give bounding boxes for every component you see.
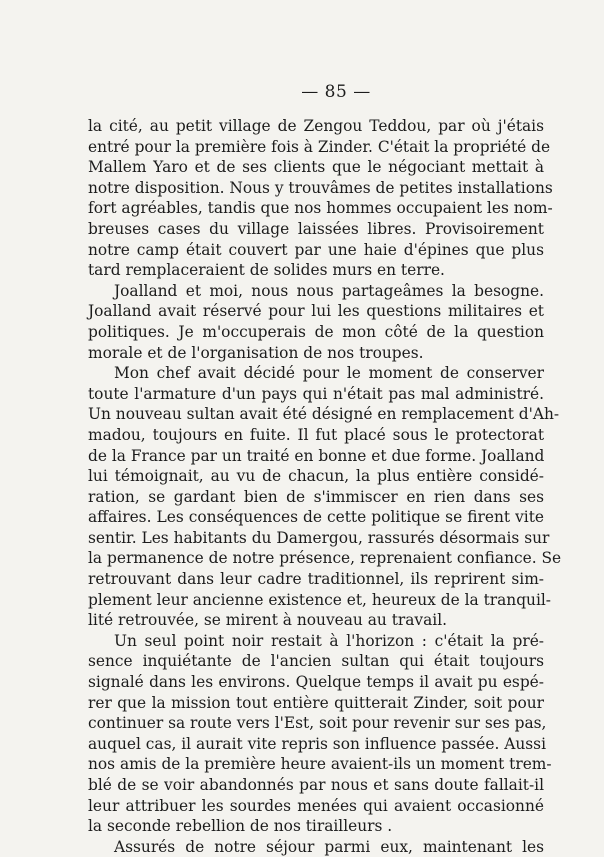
text-line: la seconde rebellion de nos tirailleurs . — [88, 817, 393, 836]
paragraph — [88, 116, 553, 281]
text-line: leur attribuer les sourdes menées qui avaient occasionné — [88, 796, 544, 815]
text-line: fort agréables, tandis que nos hommes occupaient les nom- — [88, 199, 553, 218]
paragraph — [88, 631, 552, 837]
text-line: continuer sa route vers l'Est, soit pour revenir sur ses pas, — [88, 714, 547, 733]
text-line: blé de se voir abandonnés par nous et sans doute fallait-il — [88, 776, 544, 794]
text-line: ration, se gardant bien de s'immiscer en rien dans ses — [88, 487, 544, 506]
paragraph — [88, 281, 544, 363]
text-line: affaires. Les conséquences de cette politique se firent vite — [88, 508, 544, 527]
page-number: — 85 — — [301, 82, 371, 102]
text-line: tard remplaceraient de solides murs en terre. — [88, 261, 445, 280]
paragraph — [88, 837, 544, 857]
text-line: la cité, au petit village de Zengou Teddou, par où j'étais — [88, 117, 544, 135]
text-line: notre disposition. Nous y trouvâmes de petites installations — [88, 178, 553, 197]
text-line: signalé dans les environs. Quelque temps il avait pu espé- — [88, 673, 544, 692]
text-line: madou, toujours en fuite. Il fut placé sous le protectorat — [88, 425, 544, 444]
text-line: auquel cas, il aurait vite repris son influence passée. Aussi — [88, 734, 546, 753]
text-line: lui témoignait, au vu de chacun, la plus entière considé- — [88, 467, 544, 486]
text-line: de la France par un traité en bonne et due forme. Joalland — [88, 446, 545, 465]
text-line: Mallem Yaro et de ses clients que le négociant mettait à — [88, 158, 544, 177]
text-line: Un seul point noir restait à l'horizon : c'était la pré- — [114, 631, 544, 650]
text-line: la permanence de notre présence, reprenaient confiance. Se — [88, 549, 562, 568]
text-line: toute l'armature d'un pays qui n'était pas mal administré. — [88, 384, 544, 403]
body-text — [88, 116, 562, 857]
text-line: Joalland et moi, nous nous partageâmes la besogne. — [114, 281, 544, 300]
text-line: politiques. Je m'occuperais de mon côté de la question — [88, 322, 544, 341]
text-line: plement leur ancienne existence et, heureux de la tranquil- — [88, 590, 552, 609]
text-line: Joalland avait réservé pour lui les questions militaires et — [88, 302, 544, 321]
text-line: lité retrouvée, se mirent à nouveau au travail. — [88, 611, 448, 630]
text-line: notre camp était couvert par une haie d'épines que plus — [88, 240, 544, 259]
text-line: morale et de l'organisation de nos troupes. — [88, 343, 424, 362]
text-line: sentir. Les habitants du Damergou, rassurés désormais sur — [88, 528, 550, 547]
paragraph — [88, 363, 562, 631]
text-line: retrouvant dans leur cadre traditionnel, ils reprirent sim- — [88, 570, 544, 589]
text-line: Un nouveau sultan avait été désigné en remplacement d'Ah- — [88, 405, 560, 424]
text-line: breuses cases du village laissées libres. Provisoirement — [88, 219, 544, 238]
text-line: sence inquiétante de l'ancien sultan qui était toujours — [88, 652, 544, 671]
text-line: Assurés de notre séjour parmi eux, maintenant les — [114, 837, 544, 856]
text-line: Mon chef avait décidé pour le moment de conserver — [114, 364, 544, 383]
text-line: rer que la mission tout entière quitterait Zinder, soit pour — [88, 693, 544, 712]
text-line: nos amis de la première heure avaient-ils un moment trem- — [88, 755, 552, 774]
text-line: entré pour la première fois à Zinder. C'était la propriété de — [88, 137, 551, 156]
